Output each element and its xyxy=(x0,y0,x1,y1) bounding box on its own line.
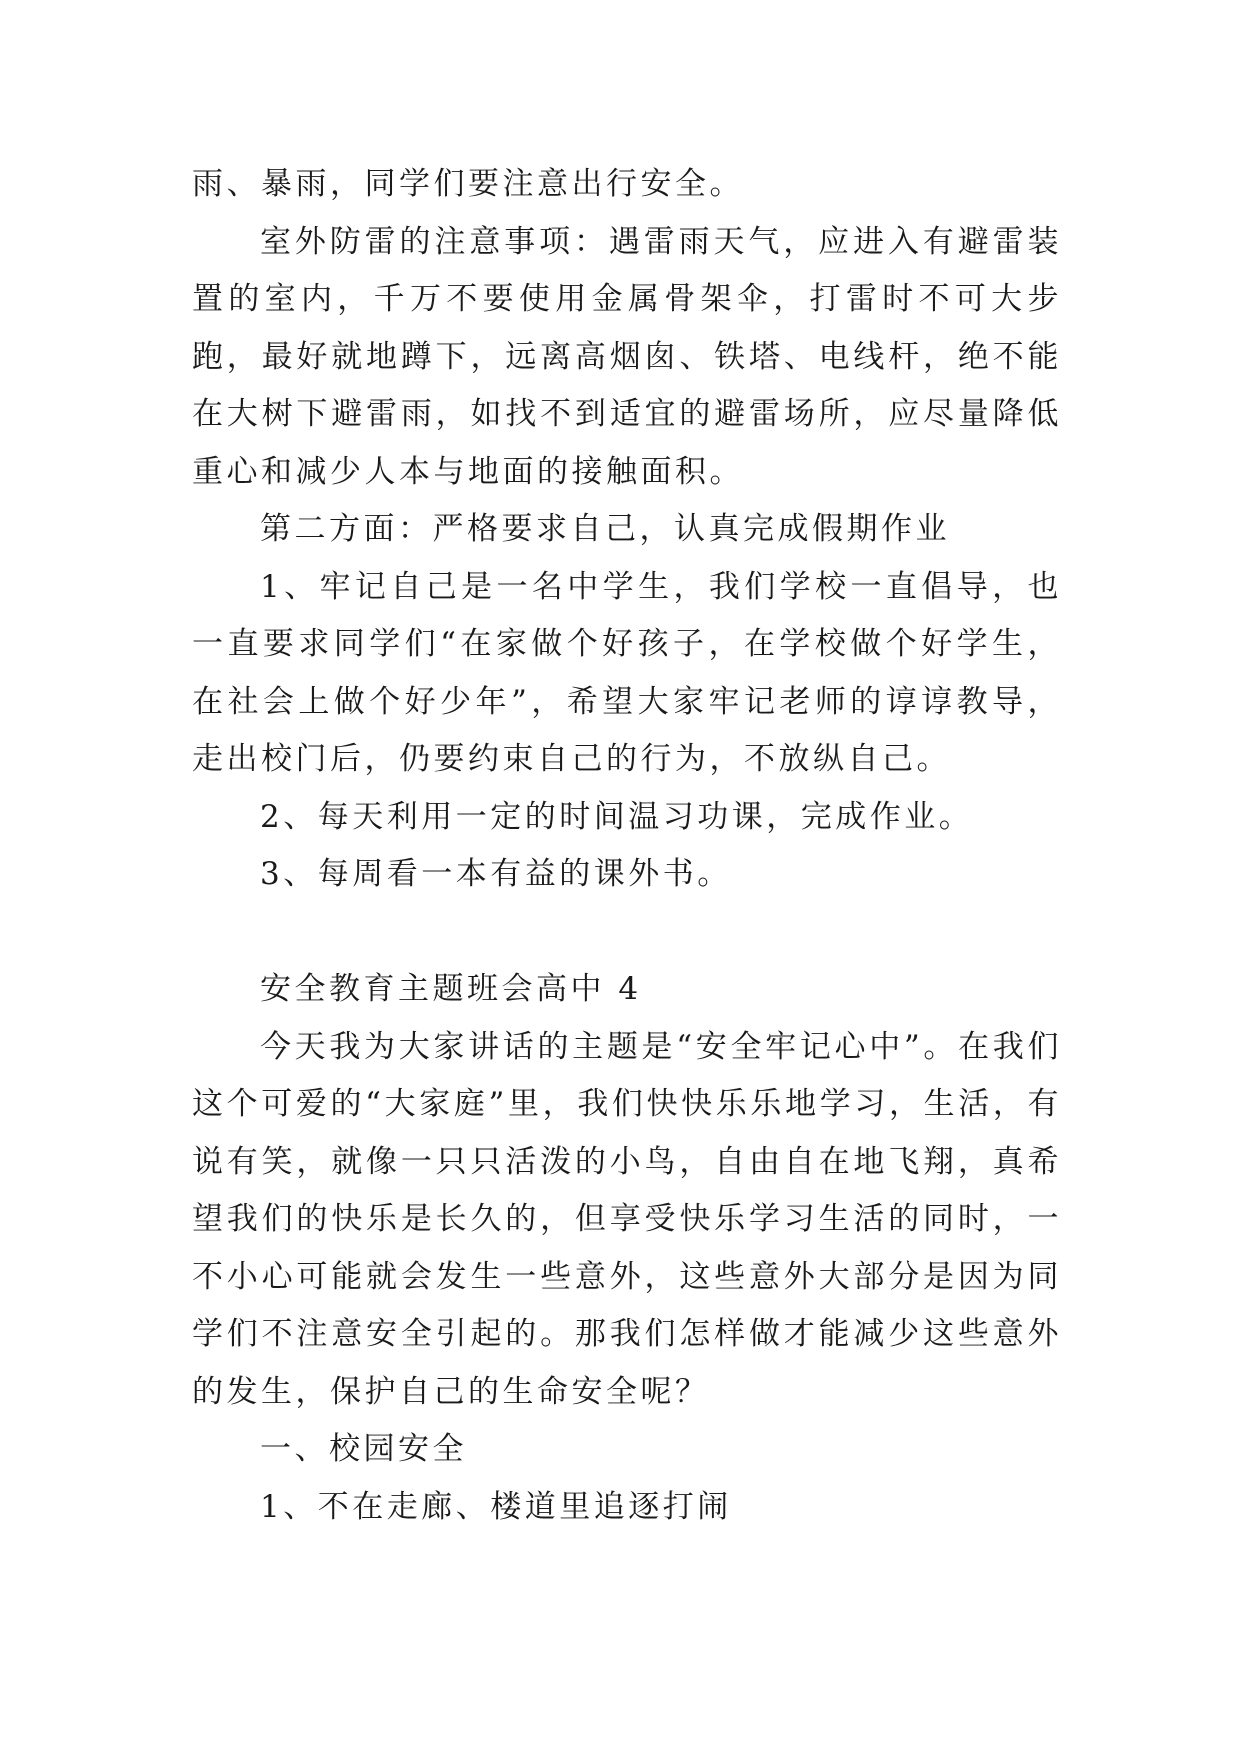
paragraph-item-1: 1、牢记自己是一名中学生，我们学校一直倡导，也一直要求同学们“在家做个好孩子，在学校做个好学生，在社会上做个好少年”，希望大家牢记老师的谆谆教导，走出校门后，仍要约束自己的行为，不放纵自己。 xyxy=(192,568,1062,777)
document-body xyxy=(192,156,1062,1536)
paragraph-item-2: 2、每天利用一定的时间温习功课，完成作业。 xyxy=(260,798,974,835)
paragraph-continued: 雨、暴雨，同学们要注意出行安全。 xyxy=(192,166,744,202)
paragraph-intro: 今天我为大家讲话的主题是“安全牢记心中”。在我们这个可爱的“大家庭”里，我们快快乐乐地学习，生活，有说有笑，就像一只只活泼的小鸟，自由自在地飞翔，真希望我们的快乐是长久的，但享受快乐学习生活的同时，一不小心可能就会发生一些意外，这些意外大部分是因为同学们不注意安全引起的。那我们怎样做才能减少这些意外的发生，保护自己的生命安全呢？ xyxy=(192,1028,1062,1410)
paragraph-lightning-safety: 室外防雷的注意事项：遇雷雨天气，应进入有避雷装置的室内，千万不要使用金属骨架伞，打雷时不可大步跑，最好就地蹲下，远离高烟囱、铁塔、电线杆，绝不能在大树下避雷雨，如找不到适宜的避雷场所，应尽量降低重心和减少人本与地面的接触面积。 xyxy=(192,223,1062,490)
section-title: 安全教育主题班会高中 4 xyxy=(260,971,642,1007)
section-spacer xyxy=(192,904,1062,962)
paragraph-item-3: 3、每周看一本有益的课外书。 xyxy=(260,856,732,892)
paragraph-campus-safety-heading: 一、校园安全 xyxy=(260,1431,467,1467)
paragraph-section-two-heading: 第二方面：严格要求自己，认真完成假期作业 xyxy=(260,511,950,547)
paragraph-campus-item-1: 1、不在走廊、楼道里追逐打闹 xyxy=(260,1488,732,1525)
